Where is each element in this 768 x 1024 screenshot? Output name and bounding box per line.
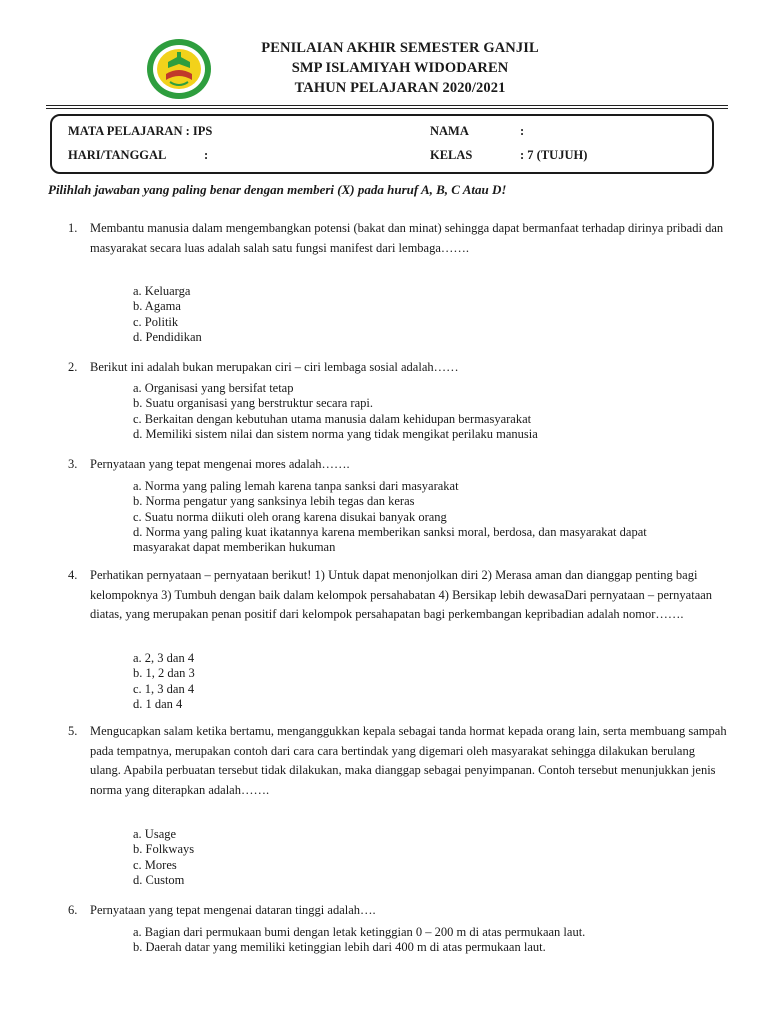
option-b: b. Agama (133, 299, 181, 314)
name-label: NAMA (430, 124, 469, 138)
question-text: Pernyataan yang tepat mengenai dataran tinggi adalah…. (90, 903, 376, 917)
instruction-text: Pilihlah jawaban yang paling benar dengan memberi (X) pada huruf A, B, C Atau D! (48, 182, 507, 197)
exam-title-block (200, 38, 600, 98)
class-label: KELAS (430, 148, 473, 162)
day-date-label: HARI/TANGGAL (68, 148, 167, 162)
option-b: b. Folkways (133, 842, 195, 857)
exam-title: PENILAIAN AKHIR SEMESTER GANJIL (261, 40, 539, 56)
question-3-options (133, 479, 663, 555)
option-d: d. Pendidikan (133, 329, 202, 344)
option-b: b. Daerah datar yang memiliki ketinggian lebih dari 400 m di atas permukaan laut. (133, 940, 546, 955)
option-d: d. Norma yang paling kuat ikatannya karena memberikan sanksi moral, berdosa, dan masyarakat dapat masyarakat dapat memberikan hukuman (133, 524, 647, 555)
question-number: 3. (68, 457, 78, 471)
option-c: c. Berkaitan dengan kebutuhan utama manusia dalam kehidupan bermasyarakat (133, 411, 532, 426)
question-number: 4. (68, 568, 78, 582)
question-number: 2. (68, 360, 78, 374)
question-text: Pernyataan yang tepat mengenai mores adalah……. (90, 457, 350, 471)
question-1 (68, 219, 728, 258)
option-a: a. Keluarga (133, 284, 191, 298)
question-number: 5. (68, 724, 78, 738)
question-5 (68, 722, 728, 800)
question-text: Membantu manusia dalam mengembangkan potensi (bakat dan minat) sehingga dapat bermanfaat terhadap dirinya pribadi dan masyarakat secara luas adalah salah satu fungsi manifest dari lembaga……. (90, 221, 724, 255)
question-2-options (133, 381, 693, 442)
question-4-options (133, 651, 693, 712)
class-value: : 7 (TUJUH) (520, 148, 588, 162)
question-text: Mengucapkan salam ketika bertamu, menganggukkan kepala sebagai tanda hormat kepada orang lain, serta membuang sampah pada tempatnya, merupakan contoh dari cara cara bertindak yang digemari oleh masyarakat sehingga dilakukan berulang ulang. Apabila perbuatan tersebut tidak dilakukan, maka dianggap sebagai penyimpanan. Contoh tersebut menunjukkan jenis norma yang diterapkan adalah……. (90, 724, 727, 797)
option-a: a. Bagian dari permukaan bumi dengan letak ketinggian 0 – 200 m di atas permukaan laut. (133, 925, 586, 939)
option-d: d. Memiliki sistem nilai dan sistem norma yang tidak mengikat perilaku manusia (133, 426, 538, 441)
name-colon: : (520, 124, 525, 138)
header-divider-thin (46, 108, 728, 109)
day-date-colon: : (204, 148, 209, 162)
option-a: a. Norma yang paling lemah karena tanpa sanksi dari masyarakat (133, 479, 459, 493)
question-number: 1. (68, 221, 78, 235)
option-c: c. Suatu norma diikuti oleh orang karena disukai banyak orang (133, 509, 447, 524)
option-b: b. 1, 2 dan 3 (133, 666, 195, 681)
question-6-options (133, 925, 693, 956)
question-3 (68, 455, 728, 475)
option-b: b. Norma pengatur yang sanksinya lebih tegas dan keras (133, 494, 415, 509)
question-2 (68, 358, 728, 378)
question-number: 6. (68, 903, 78, 917)
question-5-options (133, 827, 693, 888)
academic-year: TAHUN PELAJARAN 2020/2021 (294, 80, 506, 96)
question-text: Berikut ini adalah bukan merupakan ciri – ciri lembaga sosial adalah…… (90, 360, 459, 374)
question-1-options (133, 284, 693, 345)
subject-field: MATA PELAJARAN : IPS (68, 124, 213, 138)
question-4 (68, 566, 728, 625)
option-a: a. Usage (133, 827, 177, 841)
header-divider (46, 105, 728, 106)
student-identity-box (50, 114, 714, 174)
option-a: a. 2, 3 dan 4 (133, 651, 195, 665)
option-d: d. Custom (133, 872, 185, 887)
option-c: c. 1, 3 dan 4 (133, 681, 195, 696)
option-d: d. 1 dan 4 (133, 696, 183, 711)
option-c: c. Politik (133, 314, 179, 329)
question-6 (68, 901, 728, 921)
question-text: Perhatikan pernyataan – pernyataan berikut! 1) Untuk dapat menonjolkan diri 2) Merasa aman dan dianggap penting bagi kelompoknya 3) Tumbuh dengan baik dalam kelompok persahabatan 4) Bersikap lebih dewasaDari pernyataan – pernyataan diatas, yang merupakan penan positif dari kelompok persahapatan bagi perkembangan kepribadian adalah nomor……. (90, 568, 713, 621)
option-b: b. Suatu organisasi yang berstruktur secara rapi. (133, 396, 373, 411)
option-c: c. Mores (133, 857, 177, 872)
option-a: a. Organisasi yang bersifat tetap (133, 381, 294, 395)
school-name: SMP ISLAMIYAH WIDODAREN (291, 60, 509, 76)
